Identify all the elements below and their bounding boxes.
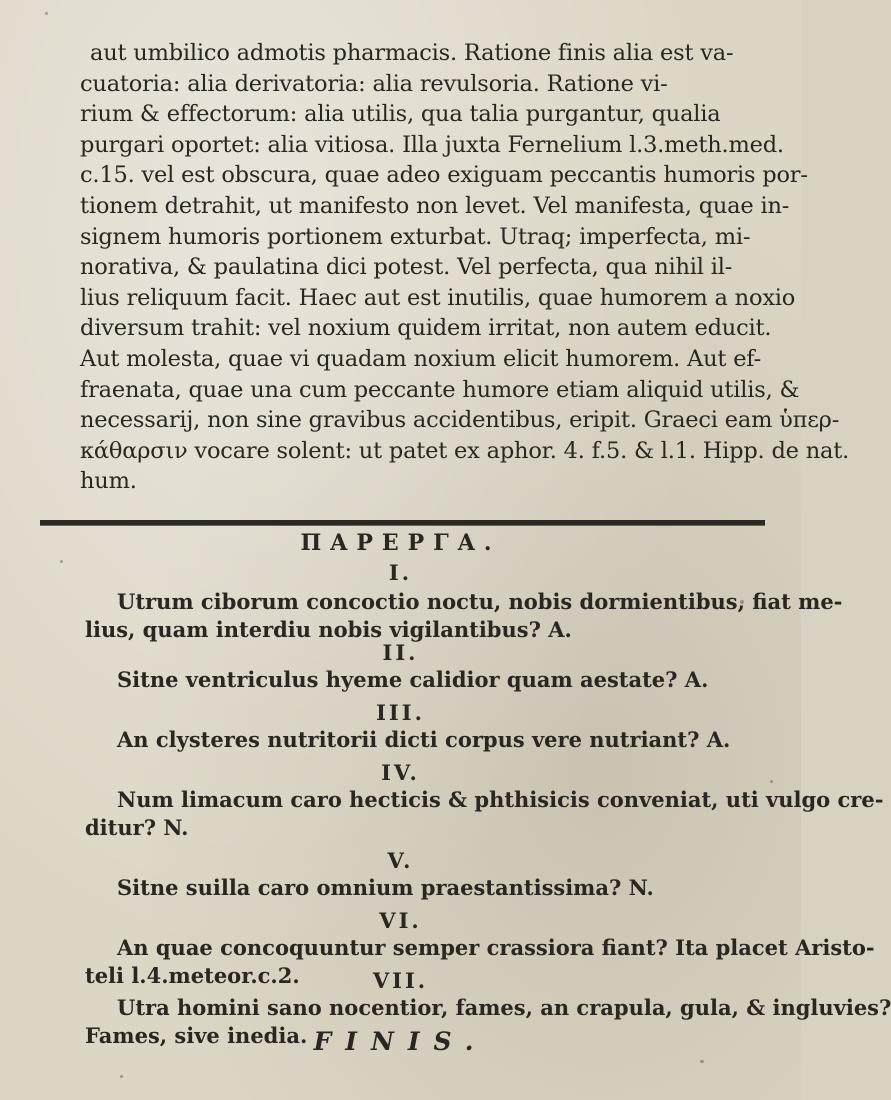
question-line: Utrum ciborum concoctio noctu, nobis dormientibus, fiat me- (117, 589, 843, 614)
paper-speck (45, 12, 48, 15)
question-line: An clysteres nutritorii dicti corpus vere nutriant? A. (117, 727, 731, 752)
question-line: Num limacum caro hecticis & phthisicis conveniat, uti vulgo cre- (117, 787, 884, 812)
paragraph-line: c.15. vel est obscura, quae adeo exiguam peccantis humoris por- (80, 162, 808, 189)
question-text (85, 588, 843, 644)
question-text (85, 786, 884, 842)
paragraph-line: Aut molesta, quae vi quadam noxium elicit humorem. Aut ef- (80, 345, 762, 372)
paragraph-line: cuatoria: alia derivatoria: alia revulsoria. Ratione vi- (80, 70, 668, 97)
question-line: ditur? N. (85, 815, 189, 840)
question-text (85, 874, 765, 902)
main-paragraph (80, 38, 850, 497)
paragraph-line: hum. (80, 468, 137, 495)
paragraph-line: tionem detrahit, ut manifesto non levet. Vel manifesta, quae in- (80, 192, 790, 219)
paragraph-line: signem humoris portionem exturbat. Utraq; imperfecta, mi- (80, 223, 751, 250)
paragraph-line: rium & effectorum: alia utilis, qua talia purgantur, qualia (80, 101, 721, 128)
paper-speck (770, 780, 773, 783)
question-line: Utra homini sano nocentior, fames, an crapula, gula, & ingluvies? (117, 995, 891, 1020)
question-numeral: II. (382, 640, 419, 665)
question-line: Sitne ventriculus hyeme calidior quam aestate? A. (117, 667, 709, 692)
question-numeral: III. (376, 700, 425, 725)
paragraph-line: lius reliquum facit. Haec aut est inutilis, quae humorem a noxio (80, 284, 796, 311)
paragraph-line: norativa, & paulatina dici potest. Vel perfecta, qua nihil il- (80, 254, 733, 281)
paragraph-line: purgari oportet: alia vitiosa. Illa juxta Fernelium l.3.meth.med. (80, 131, 784, 158)
finis-mark: FINIS. (313, 1027, 488, 1056)
paragraph-line: diversum trahit: vel noxium quidem irritat, non autem educit. (80, 315, 772, 342)
question-numeral: VI. (379, 908, 422, 933)
paper-speck (120, 1075, 123, 1078)
paragraph-line: aut umbilico admotis pharmacis. Ratione finis alia est va- (90, 40, 734, 66)
section-heading: ΠΑΡΕΡΓΑ. (300, 530, 501, 556)
question-numeral: IV. (381, 760, 420, 785)
question-line: teli l.4.meteor.c.2. (85, 963, 300, 988)
paper-speck (740, 600, 744, 604)
question-line: Sitne suilla caro omnium praestantissima? N. (117, 875, 654, 900)
question-numeral: V. (387, 848, 414, 873)
paragraph-line: fraenata, quae una cum peccante humore etiam aliquid utilis, & (80, 376, 800, 403)
paper-speck (60, 560, 63, 563)
paragraph-line: necessarij, non sine gravibus accidentibus, eripit. Graeci eam ὑπερ- (80, 407, 840, 434)
question-line: lius, quam interdiu nobis vigilantibus? A. (85, 617, 572, 642)
paper-speck (700, 1060, 704, 1063)
section-divider (40, 520, 765, 526)
question-numeral: VII. (372, 968, 429, 993)
paragraph-line: κάθαρσιν vocare solent: ut patet ex aphor. 4. f.5. & l.1. Hipp. de nat. (80, 437, 850, 464)
question-numeral: I. (388, 560, 413, 585)
question-text (85, 666, 765, 694)
question-line: Fames, sive inedia. (85, 1023, 308, 1048)
question-line: An quae concoquuntur semper crassiora fiant? Ita placet Aristo- (117, 935, 875, 960)
question-text (85, 726, 765, 754)
